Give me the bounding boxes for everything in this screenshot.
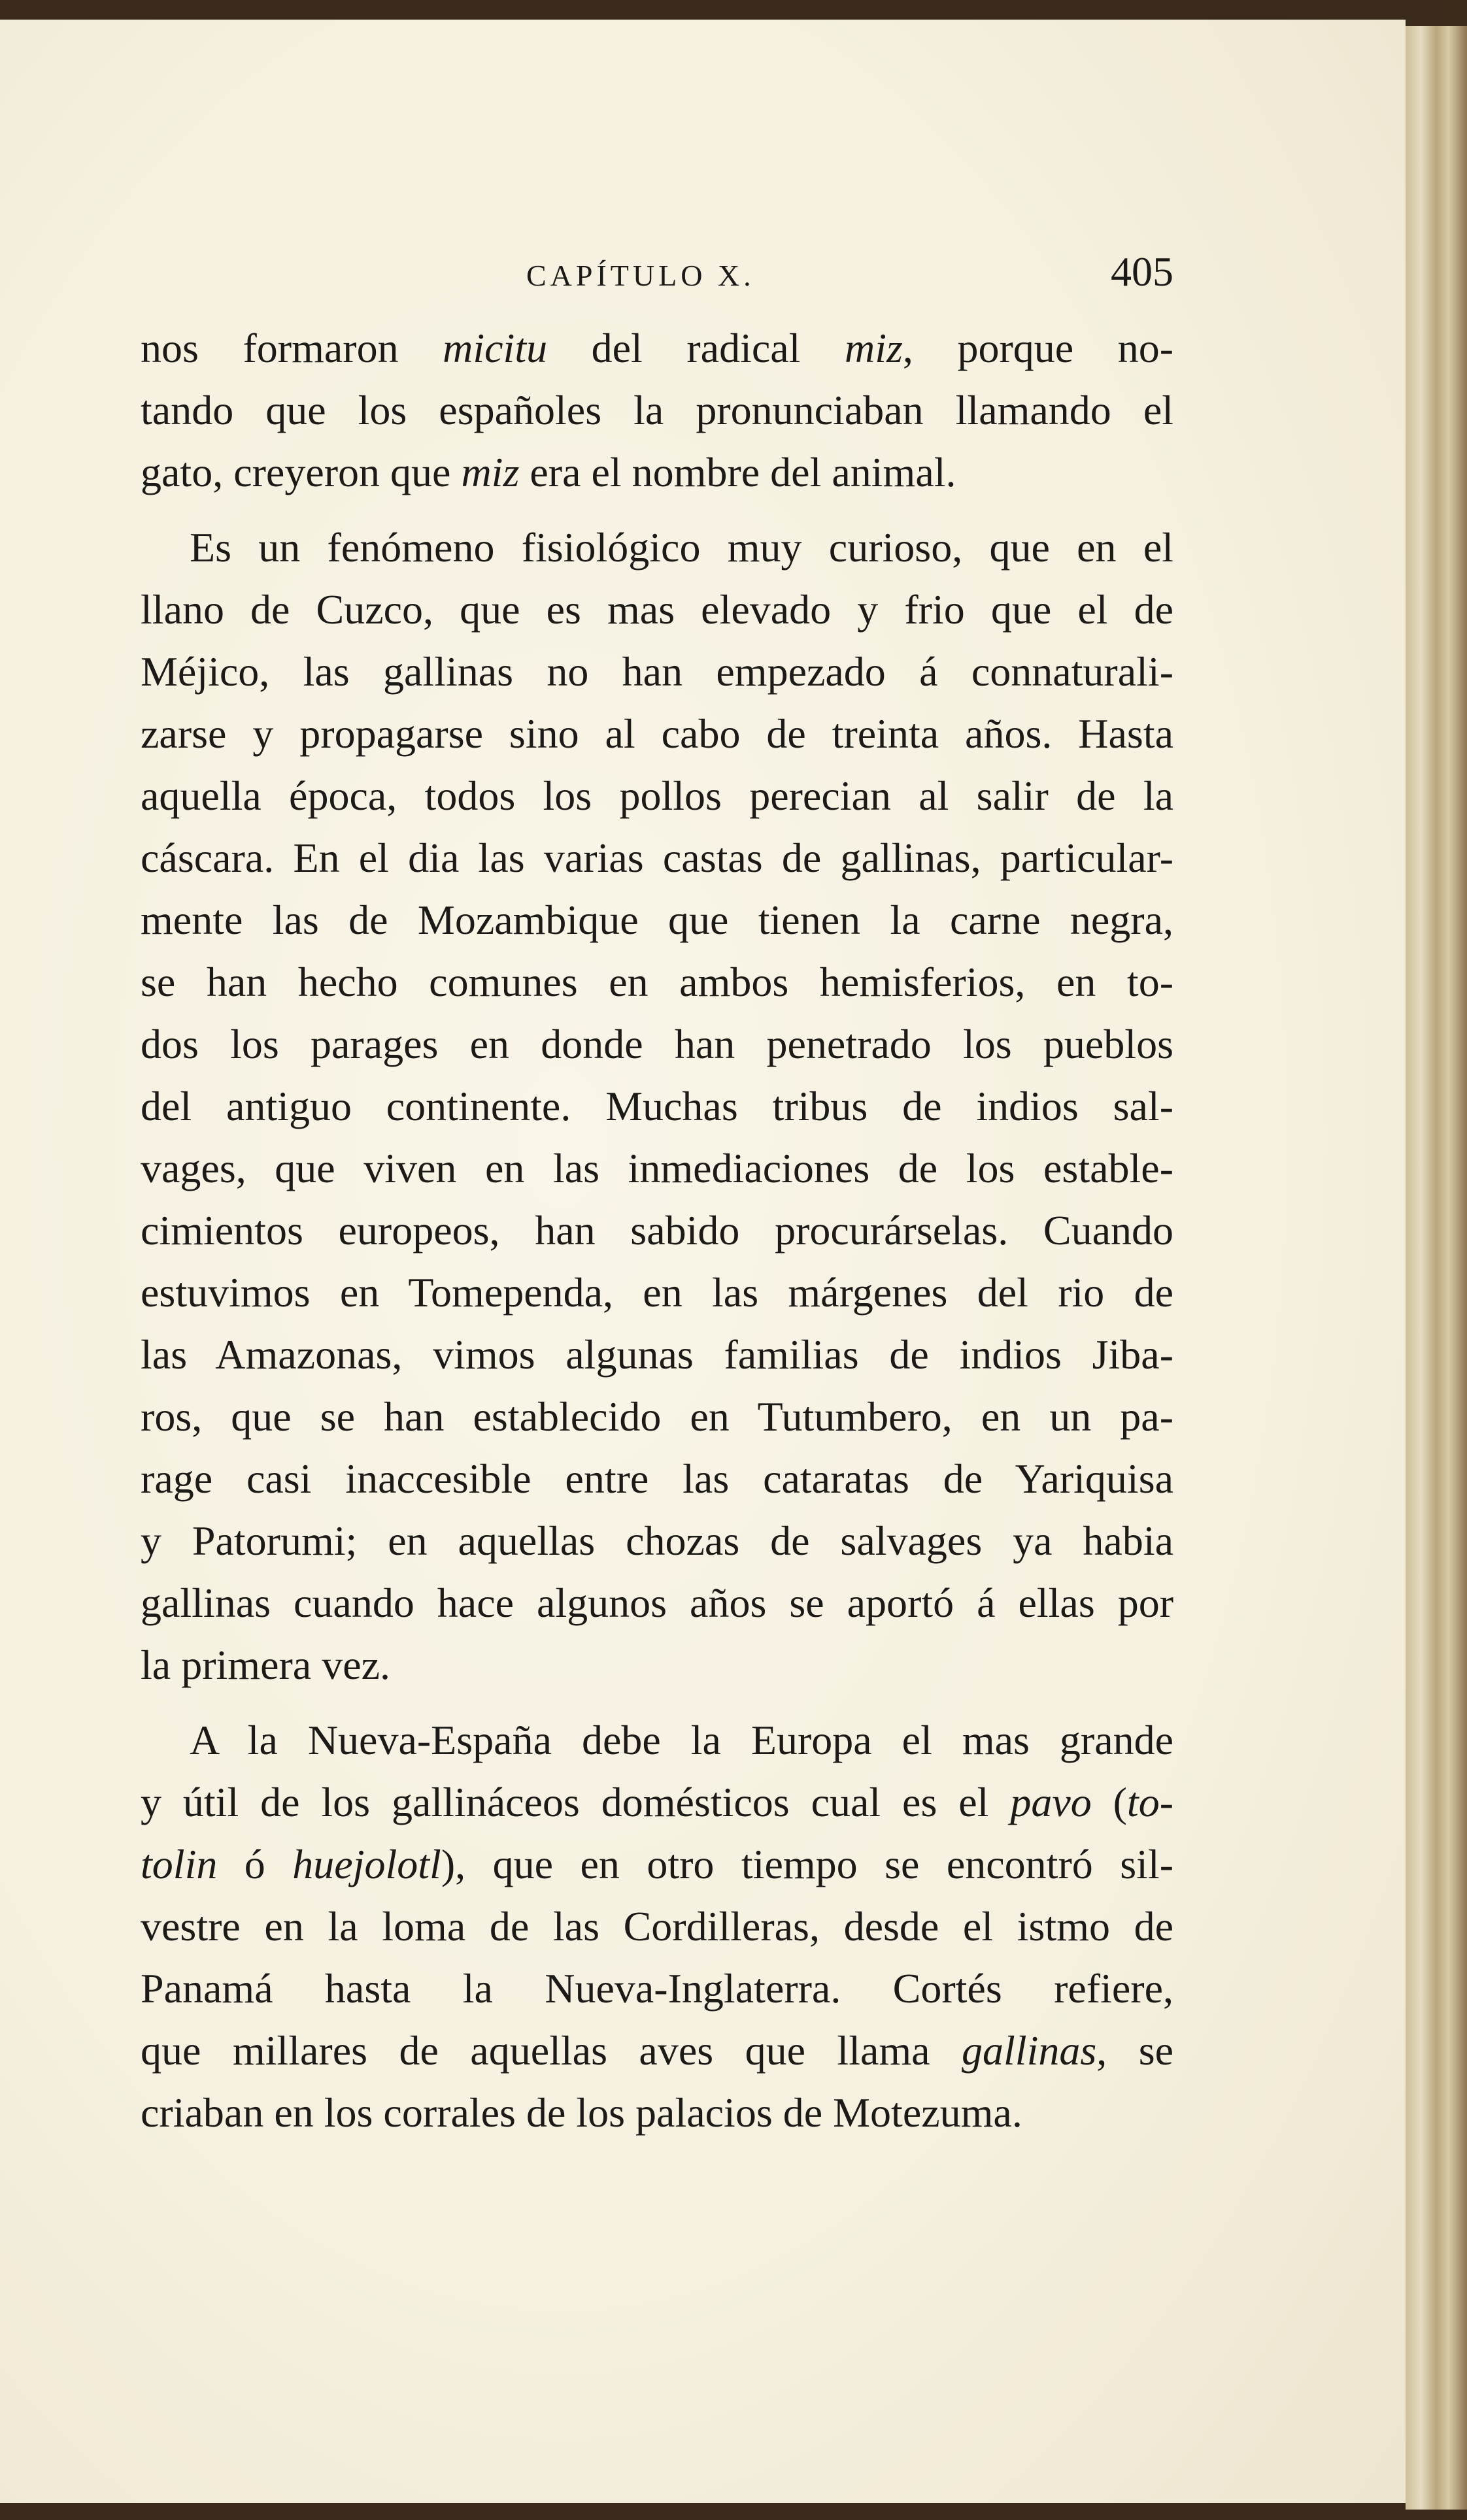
text-run: , se [1096, 2027, 1173, 2074]
text-run: del radical [547, 325, 845, 371]
text-run: nos formaron [141, 325, 443, 371]
text-run: vages, que viven en las inmediaciones de los estable- [141, 1145, 1173, 1191]
text-run: mente las de Mozambique que tienen la carne negra, [141, 897, 1173, 943]
text-run: gato, creyeron que [141, 449, 462, 495]
text-run: la primera vez. [141, 1642, 390, 1688]
paragraph-gap [141, 503, 1173, 516]
text-line [141, 1385, 1173, 1448]
text-run: cimientos europeos, han sabido procurárselas. Cuando [141, 1207, 1173, 1253]
text-run: y útil de los gallináceos domésticos cual es el [141, 1779, 1011, 1825]
text-run: Es un fenómeno fisiológico muy curioso, que en el [190, 524, 1173, 571]
text-run: que millares de aquellas aves que llama [141, 2027, 962, 2074]
text-run: tando que los españoles la pronunciaban llamando el [141, 387, 1173, 433]
chapter-title: CAPÍTULO X. [526, 259, 755, 292]
text-run: ), que en otro tiempo se encontró sil- [441, 1841, 1173, 1887]
text-line [141, 1013, 1173, 1075]
text-run: del antiguo continente. Muchas tribus de indios sal- [141, 1083, 1173, 1129]
italic-run: pavo [1010, 1779, 1092, 1825]
text-run: ros, que se han establecido en Tutumbero, en un pa- [141, 1393, 1173, 1440]
page-number: 405 [1111, 248, 1173, 295]
text-line [141, 578, 1173, 640]
text-run: cáscara. En el dia las varias castas de gallinas, particular- [141, 835, 1173, 881]
text-run: A la Nueva-España debe la Europa el mas grande [190, 1717, 1173, 1763]
paragraph-gap [141, 1696, 1173, 1709]
paragraph [141, 1709, 1173, 2144]
text-line [141, 317, 1173, 379]
text-line [141, 703, 1173, 765]
text-line [141, 1709, 1173, 1771]
text-run: criaban en los corrales de los palacios de Motezuma. [141, 2089, 1022, 2136]
book-page [0, 20, 1406, 2503]
text-run: estuvimos en Tomependa, en las márgenes del rio de [141, 1269, 1173, 1316]
text-run: dos los parages en donde han penetrado los pueblos [141, 1021, 1173, 1067]
text-run: gallinas cuando hace algunos años se aportó á ellas por [141, 1580, 1173, 1626]
text-line [141, 516, 1173, 578]
text-run: aquella época, todos los pollos perecian al salir de la [141, 772, 1173, 819]
text-run: ( [1091, 1779, 1127, 1825]
text-run: las Amazonas, vimos algunas familias de indios Jiba- [141, 1331, 1173, 1378]
paragraph [141, 516, 1173, 1696]
text-line [141, 379, 1173, 441]
text-run: Panamá hasta la Nueva-Inglaterra. Cortés refiere, [141, 1965, 1173, 2012]
text-line [141, 889, 1173, 951]
italic-run: miz [845, 325, 903, 371]
text-line [141, 640, 1173, 703]
text-line [141, 2081, 1173, 2144]
text-run: se han hecho comunes en ambos hemisferios, en to- [141, 959, 1173, 1005]
text-line [141, 951, 1173, 1013]
running-head [141, 248, 1173, 304]
text-line [141, 1448, 1173, 1510]
text-line [141, 1572, 1173, 1634]
text-run: zarse y propagarse sino al cabo de treinta años. Hasta [141, 710, 1173, 757]
text-line [141, 765, 1173, 827]
text-run: vestre en la loma de las Cordilleras, desde el istmo de [141, 1903, 1173, 1949]
text-line [141, 1833, 1173, 1895]
text-line [141, 1137, 1173, 1199]
paragraph [141, 317, 1173, 503]
italic-run: miz [461, 449, 520, 495]
text-run: y Patorumi; en aquellas chozas de salvages ya habia [141, 1517, 1173, 1564]
text-line [141, 1771, 1173, 1833]
text-line [141, 2019, 1173, 2081]
text-run: Méjico, las gallinas no han empezado á connaturali- [141, 648, 1173, 695]
body-text [141, 317, 1173, 2144]
italic-run: huejolotl [292, 1841, 441, 1887]
text-line [141, 827, 1173, 889]
italic-run: tolin [141, 1841, 218, 1887]
italic-run: gallinas [962, 2027, 1097, 2074]
text-line [141, 1895, 1173, 1957]
text-run: era el nombre del animal. [519, 449, 956, 495]
text-line [141, 1510, 1173, 1572]
text-line [141, 1323, 1173, 1385]
text-run: ó [217, 1841, 293, 1887]
text-line [141, 1199, 1173, 1261]
italic-run: micitu [443, 325, 548, 371]
text-line [141, 441, 1173, 503]
text-line [141, 1634, 1173, 1696]
page-stack-edges [1406, 26, 1467, 2510]
text-line [141, 1075, 1173, 1137]
text-run: rage casi inaccesible entre las cataratas de Yariquisa [141, 1455, 1173, 1502]
text-run: llano de Cuzco, que es mas elevado y frio que el de [141, 586, 1173, 633]
text-line [141, 1261, 1173, 1323]
text-run: , porque no- [902, 325, 1173, 371]
italic-run: to- [1126, 1779, 1173, 1825]
text-line [141, 1957, 1173, 2019]
